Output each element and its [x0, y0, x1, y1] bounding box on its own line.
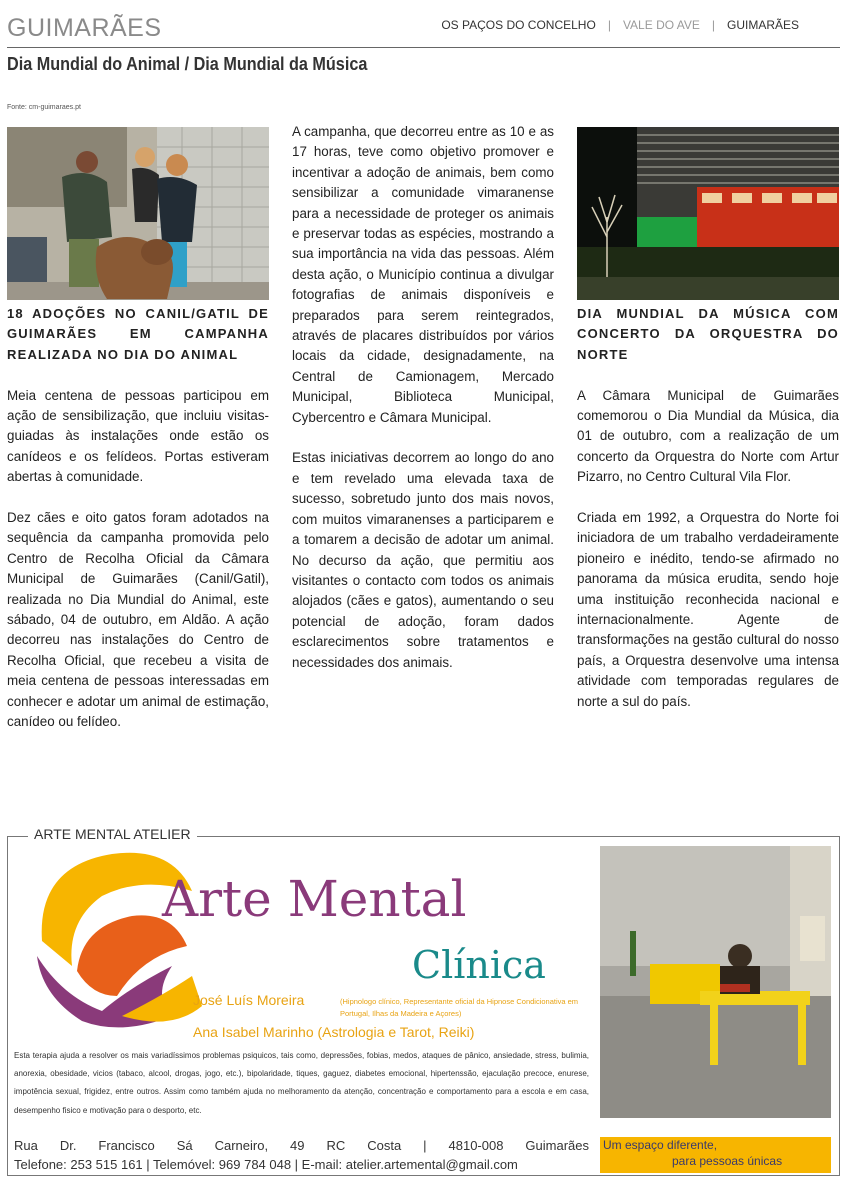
- advertisement-contacts: Telefone: 253 515 161 | Telemóvel: 969 784 048 | E-mail: atelier.artemental@gmail.com: [14, 1157, 518, 1172]
- advertisement-description: Esta terapia ajuda a resolver os mais variadíssimos problemas psiquicos, tais como, depressões, fobias, medos, ataques de pânico, ansiedade, stress, bulimia, anorexia, obesidade, vicios (tabaco, alcool, drogas, jogo, etc.), bipolaridade, tiques, gaguez, diabetes emocional, hipertenssão, ejaculação precoce, enurese, impotência sexual, frigidez, entre outros. Assim como também ajuda no melhoramento da atenção, concentração e comportamento para a escola e em casa, desempenho fisico e motivação para o desporto, etc.: [14, 1051, 589, 1115]
- article-source: Fonte: cm-guimaraes.pt: [7, 104, 81, 111]
- logo-subtitle: Clínica: [412, 943, 546, 987]
- article-paragraph: A campanha, que decorreu entre as 10 e as 17 horas, teve como objetivo promover e incentivar a adoção de animais, bem como sensibilizar a comunidade vimaranense para a necessidade de proteger os animais e preservar todas as espécies, mostrando a sua importância na vida das pessoas. Além desta ação, o Município continua a divulgar fotografias de animais disponíveis e preparados para serem reintegrados, através de placares distribuídos por vários locais da cidade, designadamente, na Central de Camionagem, Mercado Municipal, Biblioteca Municipal, Cybercentro e Câmara Municipal.: [292, 124, 554, 425]
- advertisement-title: ARTE MENTAL ATELIER: [28, 826, 197, 842]
- tagline-line-2: para pessoas únicas: [672, 1154, 783, 1168]
- article-paragraph: Meia centena de pessoas participou em ação de sensibilização, que incluiu visitas-guiadas às instalações onde estão os canídeos e os felídeos. Portas estiveram abertas à comunidade.: [7, 387, 269, 485]
- top-nav: [441, 18, 799, 32]
- article-column-3: [577, 304, 839, 732]
- advertisement-address: Rua Dr. Francisco Sá Carneiro, 49 RC Costa | 4810-008 Guimarães: [14, 1138, 589, 1153]
- article-column-1: [7, 304, 269, 753]
- article-paragraph: A Câmara Municipal de Guimarães comemorou o Dia Mundial da Música, dia 01 de outubro, com a realização de um concerto da Orquestra do Norte com Artur Pizarro, no Centro Cultural Vila Flor.: [577, 387, 839, 485]
- article-column-2: [292, 122, 554, 693]
- practitioner-name-1: José Luís Moreira: [193, 992, 305, 1008]
- nav-link-vale-do-ave[interactable]: VALE DO AVE: [622, 18, 700, 32]
- nav-separator: |: [711, 18, 715, 32]
- nav-link-pacos-do-concelho[interactable]: OS PAÇOS DO CONCELHO: [441, 18, 596, 32]
- practitioner-1-credentials: (Hipnologo clínico, Representante oficial da Hipnose Condicionativa em Portugal, Ilhas da Madeira e Açores): [340, 997, 579, 1018]
- practitioner-name-2: Ana Isabel Marinho (Astrologia e Tarot, Reiki): [193, 1024, 475, 1040]
- article-paragraph: Estas iniciativas decorrem ao longo do ano e tem revelado uma elevada taxa de sucesso, sobretudo junto dos mais novos, com muitos vimaranenses a participarem e a tomarem a decisão de adotar um animal. No decurso da ação, que permitiu aos visitantes o contacto com todos os animais alojados (cães e gatos), aumentando o seu potencial de adoção, foram dados esclarecimentos sobre tratamentos e necessidades dos animais.: [292, 450, 554, 670]
- photo-clinic-interior: [600, 846, 831, 1118]
- article-paragraph: Criada em 1992, a Orquestra do Norte foi iniciadora de um trabalho verdadeiramente pioneiro e inédito, tendo-se afirmado no panorama da música erudita, sendo hoje uma instituição reconhecida nacional e internacionalmente. Agente de transformações na gestão cultural do nosso país, a Orquestra desenvolve uma intensa atividade com temporadas regulares de norte a sul do país.: [577, 510, 839, 709]
- advertisement-tagline: [600, 1137, 831, 1173]
- section-title: GUIMARÃES: [7, 14, 162, 42]
- article-subheading-animals: 18 ADOÇÕES NO CANIL/GATIL DE GUIMARÃES EM CAMPANHA REALIZADA NO DIA DO ANIMAL: [7, 306, 269, 362]
- tagline-line-1: Um espaço diferente,: [603, 1138, 718, 1152]
- nav-separator: |: [607, 18, 611, 32]
- article-subheading-music: DIA MUNDIAL DA MÚSICA COM CONCERTO DA ORQUESTRA DO NORTE: [577, 306, 839, 362]
- header-divider: [7, 47, 840, 48]
- nav-link-guimaraes[interactable]: GUIMARÃES: [726, 18, 799, 32]
- article-paragraph: Dez cães e oito gatos foram adotados na sequência da campanha promovida pelo Centro de Recolha Oficial da Câmara Municipal de Guimarães (Canil/Gatil), realizada no Dia Mundial do Animal, este sábado, 04 de outubro, em Aldão. A ação decorreu nas instalações do Centro de Recolha Oficial, que recebeu a visita de meia centena de pessoas interessadas em conhecer e adotar um animal de estimação, canídeo ou felídeo.: [7, 510, 269, 730]
- photo-vila-flor-cultural-centre: [577, 127, 839, 300]
- photo-dog-adoption: [7, 127, 269, 300]
- logo-title: Arte Mental: [162, 870, 467, 928]
- article-headline: Dia Mundial do Animal / Dia Mundial da Música: [7, 54, 368, 74]
